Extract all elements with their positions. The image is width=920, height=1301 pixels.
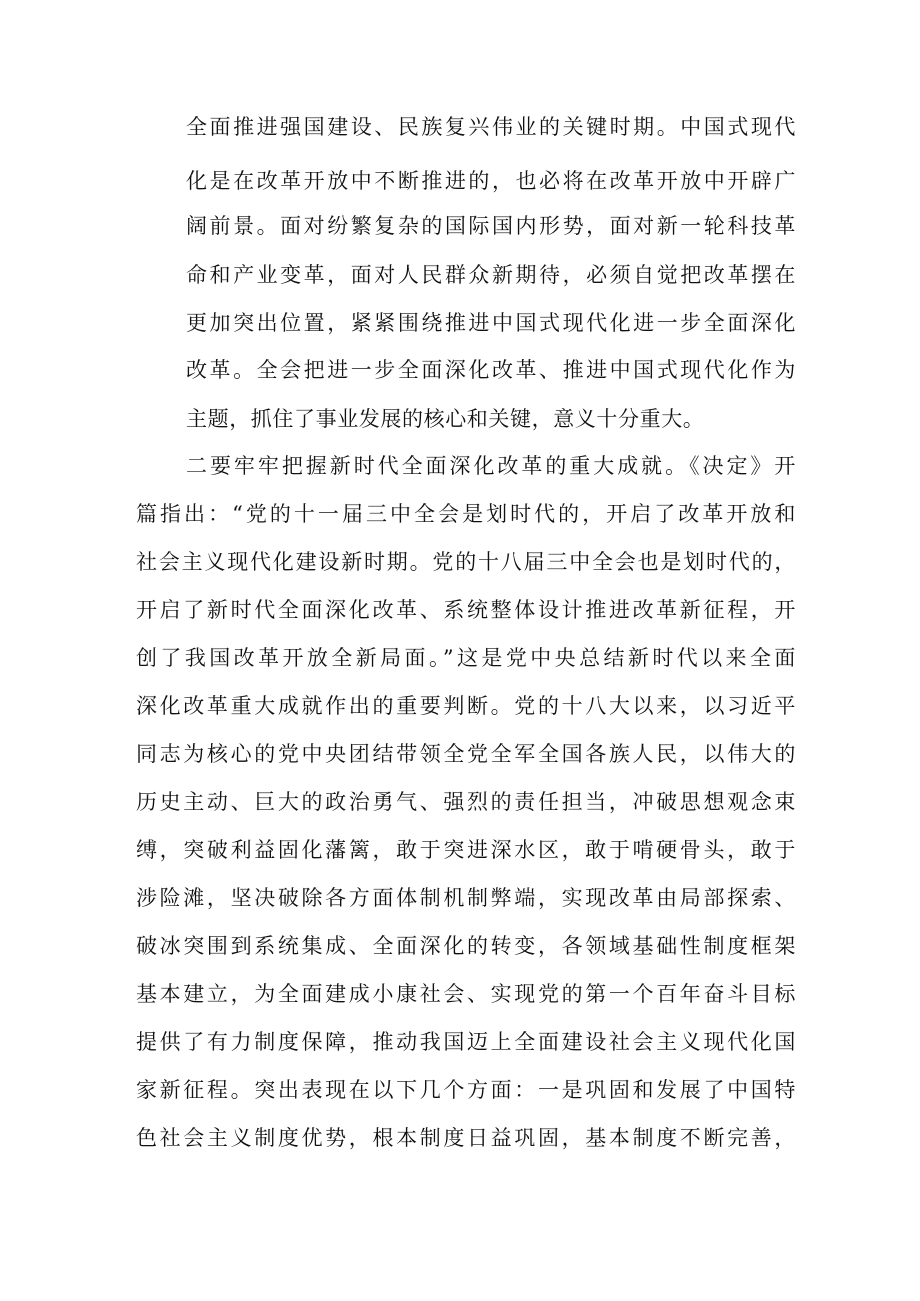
text-line: 缚，突破利益固化藩篱，敢于突进深水区，敢于啃硬骨头，敢于 [136, 838, 796, 862]
text-line: 改革。全会把进一步全面深化改革、推进中国式现代化作为 [186, 358, 796, 382]
text-line: 化是在改革开放中不断推进的，也必将在改革开放中开辟广 [186, 169, 796, 193]
text-line: 深化改革重大成就作出的重要判断。党的十八大以来，以习近平 [136, 694, 796, 718]
text-line: 破冰突围到系统集成、全面深化的转变，各领域基础性制度框架 [136, 934, 796, 958]
text-line: 主题，抓住了事业发展的核心和关键，意义十分重大。 [186, 407, 705, 431]
text-line: 社会主义现代化建设新时期。党的十八届三中全会也是划时代的， [136, 550, 796, 574]
text-line: 提供了有力制度保障，推动我国迈上全面建设社会主义现代化国 [136, 1030, 796, 1054]
paragraph-first-line: 二要牢牢把握新时代全面深化改革的重大成就。《决定》开 [186, 454, 796, 478]
text-line: 全面推进强国建设、民族复兴伟业的关键时期。中国式现代 [186, 115, 796, 139]
text-line: 基本建立，为全面建成小康社会、实现党的第一个百年奋斗目标 [136, 982, 796, 1006]
text-line: 家新征程。突出表现在以下几个方面：一是巩固和发展了中国特 [136, 1078, 796, 1102]
text-line: 更加突出位置，紧紧围绕推进中国式现代化进一步全面深化 [186, 311, 796, 335]
text-line: 涉险滩，坚决破除各方面体制机制弊端，实现改革由局部探索、 [136, 886, 796, 910]
text-line: 篇指出：“党的十一届三中全会是划时代的，开启了改革开放和 [136, 502, 796, 526]
text-line: 同志为核心的党中央团结带领全党全军全国各族人民，以伟大的 [136, 742, 796, 766]
text-line: 开启了新时代全面深化改革、系统整体设计推进改革新征程，开 [136, 598, 796, 622]
text-line: 创了我国改革开放全新局面。”这是党中央总结新时代以来全面 [136, 646, 796, 670]
text-line: 色社会主义制度优势，根本制度日益巩固，基本制度不断完善， [136, 1126, 796, 1150]
text-line: 阔前景。面对纷繁复杂的国际国内形势，面对新一轮科技革 [186, 214, 796, 238]
text-line: 历史主动、巨大的政治勇气、强烈的责任担当，冲破思想观念束 [136, 790, 796, 814]
text-line: 命和产业变革，面对人民群众新期待，必须自觉把改革摆在 [186, 263, 796, 287]
